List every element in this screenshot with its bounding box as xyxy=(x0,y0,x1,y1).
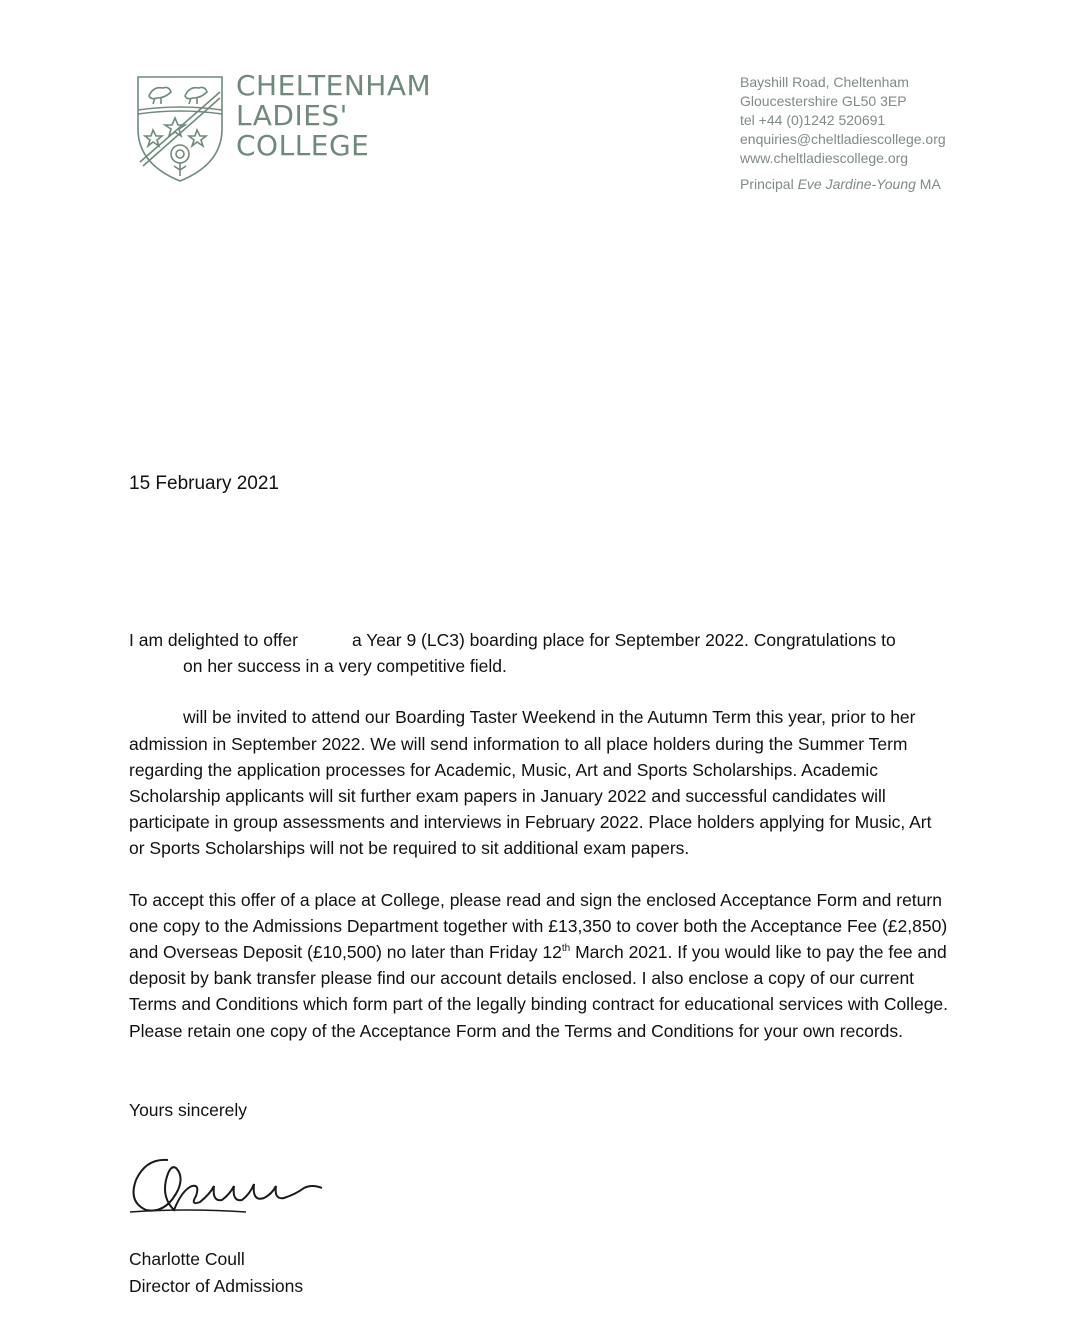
signature-image xyxy=(126,1150,326,1220)
school-name-line: CHELTENHAM xyxy=(236,69,432,102)
closing: Yours sincerely xyxy=(129,1100,248,1120)
letterhead-address xyxy=(740,73,946,194)
school-name xyxy=(236,71,431,161)
offer-text-2: a Year 9 (LC3) boarding place for September 2022. Congratulations to xyxy=(351,630,896,650)
scholarships-text: will be invited to attend our Boarding Taster Weekend in the Autumn Term this year, prior to her admission in September 2022. We will send information to all place holders during the Summer Term regarding the application processes for Academic, Music, Art and Sports Scholarships. Academic Scholarship applicants will sit further exam papers in January 2022 and successful candidates will participate in group assessments and interviews in February 2022. Place holders applying for Music, Art or Sports Scholarships will not be required to sit additional exam papers. xyxy=(129,707,932,859)
signoff xyxy=(129,1246,303,1300)
website: www.cheltladiescollege.org xyxy=(740,150,909,166)
letter-body xyxy=(129,627,951,1069)
school-name-line: LADIES' xyxy=(236,99,348,132)
school-name-line: COLLEGE xyxy=(236,129,370,162)
ordinal-suffix: th xyxy=(561,943,571,955)
principal-name: Eve Jardine-Young xyxy=(797,176,916,192)
email: enquiries@cheltladiescollege.org xyxy=(740,131,946,147)
signer-title: Director of Admissions xyxy=(129,1276,304,1296)
offer-text-1: I am delighted to offer xyxy=(129,630,298,650)
paragraph-acceptance xyxy=(129,887,951,1044)
telephone: tel +44 (0)1242 520691 xyxy=(740,112,886,128)
offer-text-3: on her success in a very competitive field. xyxy=(183,656,507,677)
letter-date: 15 February 2021 xyxy=(129,473,279,494)
principal-suffix: MA xyxy=(919,176,941,192)
signer-name: Charlotte Coull xyxy=(129,1249,245,1269)
acceptance-text-2: March 2021. If you would like to pay the fee and deposit by bank transfer please find our account details enclosed. I also enclose a copy of our current Terms and Conditions which form part of the legally binding contract for educational services with College. Please retain one copy of the Acceptance Form and the Terms and Conditions for your own records. xyxy=(129,942,949,1041)
address-line: Gloucestershire GL50 3EP xyxy=(740,93,907,109)
address-line: Bayshill Road, Cheltenham xyxy=(740,74,909,90)
acceptance-text-1: To accept this offer of a place at College, please read and sign the enclosed Acceptance Form and return one copy to the Admissions Department together with £13,350 to cover both the Acceptance Fee (£2,850) and Overseas Deposit (£10,500) no later than Friday 12 xyxy=(129,889,948,963)
paragraph-offer xyxy=(129,627,951,679)
college-crest-icon xyxy=(135,74,225,184)
principal-line xyxy=(740,175,946,194)
principal-label: Principal xyxy=(740,176,794,192)
paragraph-scholarships xyxy=(129,704,951,861)
